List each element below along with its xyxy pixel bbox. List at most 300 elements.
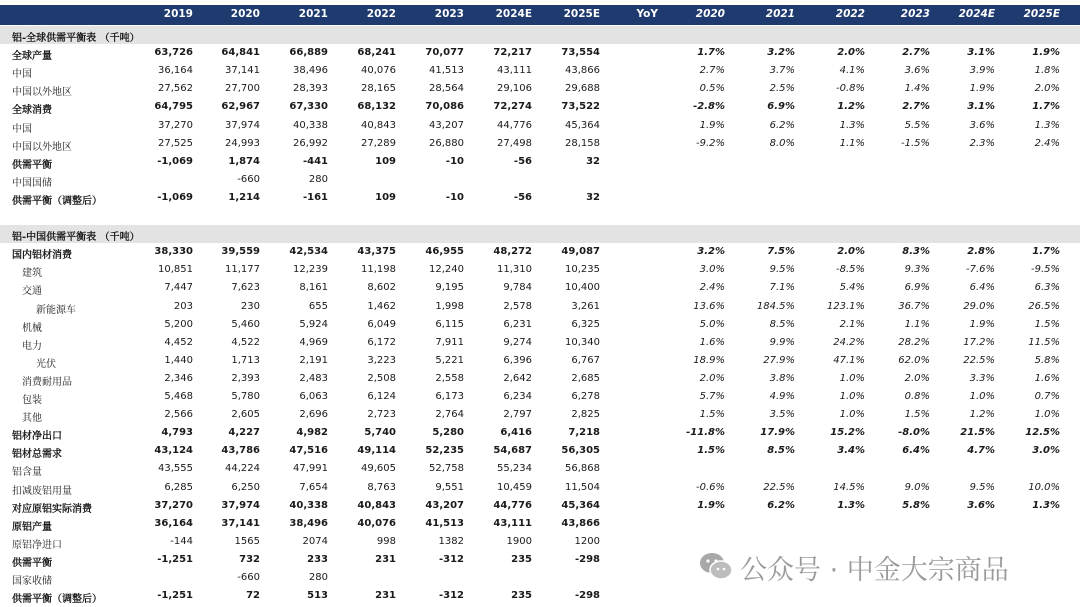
yoy-cell: 11.5% <box>1028 336 1060 348</box>
value-cell: 36,164 <box>154 517 193 529</box>
yoy-cell: 8.5% <box>767 445 795 457</box>
value-cell: 235 <box>511 553 532 565</box>
row-label: 消费耐用品 <box>22 376 72 388</box>
yoy-cell: 1.9% <box>1032 47 1060 59</box>
row-label: 铝材净出口 <box>12 431 62 443</box>
value-cell: -1,069 <box>157 191 193 203</box>
value-cell: 40,338 <box>289 499 328 511</box>
yoy-cell: 15.2% <box>830 427 865 439</box>
table-row <box>0 352 1080 370</box>
yoy-cell: 24.2% <box>833 336 865 348</box>
yoy-cell: 3.8% <box>769 372 795 384</box>
value-cell: -1,251 <box>157 590 193 602</box>
value-cell: 37,141 <box>225 65 260 77</box>
value-cell: 2,642 <box>503 372 532 384</box>
value-cell: 11,504 <box>565 481 600 493</box>
value-cell: -10 <box>445 155 464 167</box>
value-cell: 6,173 <box>435 391 464 402</box>
yoy-cell: 17.2% <box>963 336 995 348</box>
value-cell: 5,468 <box>164 391 193 402</box>
yoy-cell: -8.5% <box>835 264 865 276</box>
value-cell: 37,270 <box>154 499 193 511</box>
header-yoy-year-5: 2025E <box>1023 8 1060 20</box>
value-cell: 9,195 <box>435 282 464 294</box>
value-cell: 40,076 <box>357 517 396 529</box>
yoy-cell: 0.7% <box>1034 391 1060 402</box>
value-cell: 6,396 <box>503 354 532 366</box>
value-cell: 43,124 <box>154 445 193 457</box>
row-label: 机械 <box>22 322 42 334</box>
yoy-cell: 2.0% <box>1034 83 1060 95</box>
value-cell: 37,141 <box>221 517 260 529</box>
yoy-cell: 6.9% <box>767 101 795 113</box>
yoy-cell: 1.5% <box>697 445 725 457</box>
value-cell: 54,687 <box>493 445 532 457</box>
yoy-cell: 9.3% <box>904 264 930 276</box>
value-cell: 43,555 <box>158 463 193 475</box>
value-cell: 73,554 <box>561 47 600 59</box>
yoy-cell: 1.7% <box>1032 101 1060 113</box>
row-label: 中国 <box>12 123 32 135</box>
yoy-cell: 1.5% <box>904 409 930 421</box>
value-cell: 26,880 <box>429 137 464 149</box>
row-label: 铝-中国供需平衡表 （千吨） <box>12 232 140 244</box>
value-cell: 6,172 <box>367 336 396 348</box>
table-row <box>0 135 1080 153</box>
value-cell: 4,969 <box>299 336 328 348</box>
watermark-text: 公众号 · 中金大宗商品 <box>740 555 1009 586</box>
value-cell: 62,967 <box>221 101 260 113</box>
row-label: 国家收储 <box>12 576 52 587</box>
value-cell: 43,111 <box>497 65 532 77</box>
yoy-cell: 184.5% <box>756 300 795 312</box>
value-cell: 235 <box>511 590 532 602</box>
value-cell: 231 <box>375 590 396 602</box>
yoy-cell: 5.7% <box>699 391 725 402</box>
header-year-6: 2025E <box>563 8 600 20</box>
yoy-cell: 36.7% <box>898 300 930 312</box>
header-yoy-year-4: 2024E <box>958 8 995 20</box>
value-cell: 2,191 <box>299 354 328 366</box>
value-cell: 44,224 <box>225 463 260 475</box>
value-cell: 42,534 <box>289 246 328 258</box>
value-cell: 28,564 <box>429 83 464 95</box>
value-cell: 231 <box>375 553 396 565</box>
value-cell: 998 <box>376 535 396 547</box>
value-cell: 37,270 <box>158 119 193 131</box>
value-cell: -441 <box>302 155 328 167</box>
table-row <box>0 171 1080 189</box>
value-cell: -56 <box>513 191 532 203</box>
yoy-cell: -9.5% <box>1030 264 1060 276</box>
value-cell: 11,177 <box>225 264 260 276</box>
yoy-cell: 1.3% <box>839 119 865 131</box>
yoy-cell: -0.8% <box>835 83 865 95</box>
yoy-cell: 2.5% <box>769 83 795 95</box>
value-cell: 6,115 <box>435 318 464 330</box>
row-label: 铝材总需求 <box>12 449 62 461</box>
yoy-cell: -2.8% <box>693 101 725 113</box>
value-cell: 5,280 <box>432 427 464 439</box>
value-cell: 203 <box>173 300 193 312</box>
value-cell: 11,310 <box>497 264 532 276</box>
yoy-cell: 5.8% <box>1034 354 1060 366</box>
yoy-cell: 6.2% <box>769 119 795 131</box>
value-cell: 6,063 <box>299 391 328 402</box>
value-cell: 6,278 <box>571 391 600 402</box>
yoy-cell: 9.9% <box>769 336 795 348</box>
value-cell: 2,685 <box>571 372 600 384</box>
yoy-cell: 2.7% <box>699 65 725 77</box>
value-cell: 43,375 <box>357 246 396 258</box>
yoy-cell: 3.2% <box>767 47 795 59</box>
table-row <box>0 406 1080 424</box>
yoy-cell: 3.1% <box>967 47 995 59</box>
value-cell: 1565 <box>234 535 260 547</box>
yoy-cell: -7.6% <box>965 264 995 276</box>
yoy-cell: 4.1% <box>839 65 865 77</box>
header-year-3: 2022 <box>366 8 396 20</box>
value-cell: 11,198 <box>361 264 396 276</box>
yoy-cell: 10.0% <box>1028 481 1060 493</box>
value-cell: 8,161 <box>299 282 328 294</box>
table-row <box>0 479 1080 497</box>
value-cell: 4,793 <box>161 427 193 439</box>
value-cell: 27,562 <box>158 83 193 95</box>
yoy-cell: 2.0% <box>837 47 865 59</box>
value-cell: 41,513 <box>429 65 464 77</box>
header-yoy-year-3: 2023 <box>900 8 930 20</box>
row-label: 中国 <box>12 69 32 81</box>
yoy-cell: 1.9% <box>699 119 725 131</box>
value-cell: 2,578 <box>503 300 532 312</box>
table-row <box>0 44 1080 62</box>
yoy-cell: 2.0% <box>904 372 930 384</box>
value-cell: 655 <box>308 300 328 312</box>
value-cell: 70,077 <box>425 47 464 59</box>
value-cell: 1900 <box>506 535 532 547</box>
value-cell: -1,069 <box>157 155 193 167</box>
value-cell: 10,340 <box>565 336 600 348</box>
yoy-cell: 6.2% <box>767 499 795 511</box>
value-cell: 2,393 <box>231 372 260 384</box>
value-cell: 38,496 <box>293 65 328 77</box>
value-cell: 5,460 <box>231 318 260 330</box>
table-row <box>0 117 1080 135</box>
yoy-cell: 3.6% <box>969 119 995 131</box>
value-cell: 56,868 <box>565 463 600 475</box>
yoy-cell: 1.3% <box>1034 119 1060 131</box>
yoy-cell: 7.5% <box>767 246 795 258</box>
value-cell: 27,289 <box>361 137 396 149</box>
row-label: 建筑 <box>22 268 42 280</box>
value-cell: 72,274 <box>493 101 532 113</box>
value-cell: 9,274 <box>503 336 532 348</box>
value-cell: 10,235 <box>565 264 600 276</box>
table-row <box>0 370 1080 388</box>
table-row <box>0 424 1080 442</box>
value-cell: 5,924 <box>299 318 328 330</box>
value-cell: 44,776 <box>493 499 532 511</box>
value-cell: 280 <box>308 572 328 583</box>
value-cell: 2,696 <box>299 409 328 421</box>
yoy-cell: 26.5% <box>1028 300 1060 312</box>
yoy-cell: 2.4% <box>699 282 725 294</box>
section-header-row <box>0 225 1080 243</box>
yoy-cell: 14.5% <box>833 481 865 493</box>
yoy-cell: 5.8% <box>902 499 930 511</box>
yoy-cell: 3.4% <box>837 445 865 457</box>
header-year-2: 2021 <box>298 8 328 20</box>
value-cell: 46,955 <box>425 246 464 258</box>
table-row <box>0 460 1080 478</box>
value-cell: 2,566 <box>164 409 193 421</box>
row-label: 供需平衡（调整后） <box>12 195 102 207</box>
yoy-cell: 5.0% <box>699 318 725 330</box>
yoy-cell: 2.7% <box>902 47 930 59</box>
header-yoy-year-1: 2021 <box>765 8 795 20</box>
header-year-4: 2023 <box>434 8 464 20</box>
value-cell: 49,087 <box>561 246 600 258</box>
value-cell: 3,261 <box>571 300 600 312</box>
value-cell: 68,132 <box>357 101 396 113</box>
table-row <box>0 189 1080 207</box>
row-label: 供需平衡 <box>12 159 52 171</box>
header-yoy-year-2: 2022 <box>835 8 865 20</box>
yoy-cell: 5.4% <box>839 282 865 294</box>
value-cell: 109 <box>375 155 396 167</box>
section-header-row <box>0 26 1080 44</box>
value-cell: 40,076 <box>361 65 396 77</box>
row-label: 铝含量 <box>12 467 42 479</box>
yoy-cell: 3.1% <box>967 101 995 113</box>
value-cell: 4,227 <box>228 427 260 439</box>
yoy-cell: 6.3% <box>1034 282 1060 294</box>
value-cell: 1,440 <box>164 354 193 366</box>
value-cell: 45,364 <box>561 499 600 511</box>
value-cell: -312 <box>438 553 464 565</box>
value-cell: 64,841 <box>221 47 260 59</box>
value-cell: 109 <box>375 191 396 203</box>
table-row <box>0 515 1080 533</box>
yoy-cell: 8.3% <box>902 246 930 258</box>
value-cell: 6,416 <box>500 427 532 439</box>
yoy-cell: 12.5% <box>1025 427 1060 439</box>
yoy-cell: 1.5% <box>699 409 725 421</box>
yoy-cell: 1.6% <box>699 336 725 348</box>
value-cell: 513 <box>307 590 328 602</box>
yoy-cell: 9.5% <box>969 481 995 493</box>
value-cell: 72,217 <box>493 47 532 59</box>
yoy-cell: 1.9% <box>697 499 725 511</box>
value-cell: 43,207 <box>429 119 464 131</box>
table-row <box>0 316 1080 334</box>
yoy-cell: 3.3% <box>969 372 995 384</box>
value-cell: 40,843 <box>361 119 396 131</box>
table-row <box>0 298 1080 316</box>
table-row <box>0 442 1080 460</box>
value-cell: 27,525 <box>158 137 193 149</box>
wechat-icon <box>698 551 734 581</box>
yoy-cell: 2.3% <box>969 137 995 149</box>
yoy-cell: 9.5% <box>769 264 795 276</box>
value-cell: 27,700 <box>225 83 260 95</box>
value-cell: 5,780 <box>231 391 260 402</box>
table-row <box>0 261 1080 279</box>
value-cell: 45,364 <box>565 119 600 131</box>
value-cell: -144 <box>170 535 193 547</box>
value-cell: 37,974 <box>225 119 260 131</box>
yoy-cell: 0.8% <box>904 391 930 402</box>
table-header <box>0 5 1080 25</box>
value-cell: 12,240 <box>429 264 464 276</box>
value-cell: 41,513 <box>425 517 464 529</box>
value-cell: 5,200 <box>164 318 193 330</box>
value-cell: 1,214 <box>228 191 260 203</box>
yoy-cell: -9.2% <box>695 137 725 149</box>
yoy-cell: 1.5% <box>1034 318 1060 330</box>
yoy-cell: 2.0% <box>699 372 725 384</box>
value-cell: 7,911 <box>435 336 464 348</box>
value-cell: 233 <box>307 553 328 565</box>
value-cell: 8,763 <box>367 481 396 493</box>
row-label: 供需平衡（调整后） <box>12 594 102 606</box>
value-cell: 32 <box>586 155 600 167</box>
value-cell: -660 <box>237 173 260 185</box>
yoy-cell: 17.9% <box>760 427 795 439</box>
value-cell: 7,623 <box>231 282 260 294</box>
yoy-cell: -1.5% <box>900 137 930 149</box>
value-cell: 9,784 <box>503 282 532 294</box>
value-cell: 2,508 <box>367 372 396 384</box>
value-cell: 32 <box>586 191 600 203</box>
value-cell: 732 <box>239 553 260 565</box>
value-cell: 43,111 <box>493 517 532 529</box>
value-cell: 12,239 <box>293 264 328 276</box>
value-cell: 10,400 <box>565 282 600 294</box>
value-cell: 2,825 <box>571 409 600 421</box>
value-cell: 6,049 <box>367 318 396 330</box>
value-cell: 49,114 <box>357 445 396 457</box>
yoy-cell: 3.5% <box>769 409 795 421</box>
yoy-cell: 22.5% <box>963 354 995 366</box>
value-cell: 52,758 <box>429 463 464 475</box>
value-cell: 6,767 <box>571 354 600 366</box>
value-cell: 4,452 <box>164 336 193 348</box>
value-cell: 7,218 <box>568 427 600 439</box>
value-cell: 44,776 <box>497 119 532 131</box>
value-cell: 56,305 <box>561 445 600 457</box>
yoy-cell: 6.9% <box>904 282 930 294</box>
value-cell: 2,764 <box>435 409 464 421</box>
yoy-cell: 6.4% <box>969 282 995 294</box>
value-cell: 73,522 <box>561 101 600 113</box>
value-cell: 55,234 <box>497 463 532 475</box>
yoy-cell: 3.0% <box>1032 445 1060 457</box>
value-cell: 2,483 <box>299 372 328 384</box>
value-cell: 70,086 <box>425 101 464 113</box>
value-cell: 280 <box>308 173 328 185</box>
value-cell: 43,207 <box>425 499 464 511</box>
value-cell: 2,605 <box>231 409 260 421</box>
value-cell: 37,974 <box>221 499 260 511</box>
yoy-cell: 1.7% <box>697 47 725 59</box>
value-cell: 39,559 <box>221 246 260 258</box>
value-cell: 6,234 <box>503 391 532 402</box>
value-cell: 1,462 <box>367 300 396 312</box>
row-label: 铝-全球供需平衡表 （千吨） <box>12 33 140 44</box>
value-cell: 49,605 <box>361 463 396 475</box>
yoy-cell: 1.0% <box>969 391 995 402</box>
yoy-cell: 1.8% <box>1034 65 1060 77</box>
header-year-5: 2024E <box>495 8 532 20</box>
value-cell: -298 <box>574 553 600 565</box>
value-cell: 3,223 <box>367 354 396 366</box>
row-label: 原铝净进口 <box>12 539 62 551</box>
table-row <box>0 153 1080 171</box>
yoy-cell: -0.6% <box>695 481 725 493</box>
value-cell: 72 <box>246 590 260 602</box>
value-cell: -312 <box>438 590 464 602</box>
yoy-cell: 1.3% <box>1032 499 1060 511</box>
value-cell: 47,516 <box>289 445 328 457</box>
yoy-cell: 28.2% <box>898 336 930 348</box>
table-row <box>0 388 1080 406</box>
value-cell: 6,231 <box>503 318 532 330</box>
value-cell: 48,272 <box>493 246 532 258</box>
value-cell: 52,235 <box>425 445 464 457</box>
yoy-cell: 3.0% <box>699 264 725 276</box>
row-label: 全球产量 <box>12 51 52 63</box>
value-cell: 2,558 <box>435 372 464 384</box>
row-label: 扣减废铝用量 <box>12 485 72 497</box>
yoy-cell: -8.0% <box>898 427 930 439</box>
value-cell: 29,688 <box>565 83 600 95</box>
value-cell: 43,786 <box>221 445 260 457</box>
yoy-cell: 1.2% <box>969 409 995 421</box>
row-label: 全球消费 <box>12 105 52 117</box>
value-cell: 38,330 <box>154 246 193 258</box>
value-cell: 1,998 <box>435 300 464 312</box>
yoy-cell: 1.2% <box>837 101 865 113</box>
value-cell: 63,726 <box>154 47 193 59</box>
value-cell: 28,393 <box>293 83 328 95</box>
yoy-cell: 47.1% <box>833 354 865 366</box>
yoy-cell: 62.0% <box>898 354 930 366</box>
value-cell: 2,723 <box>367 409 396 421</box>
value-cell: 8,602 <box>367 282 396 294</box>
row-label: 对应原铝实际消费 <box>12 503 92 515</box>
yoy-cell: 4.9% <box>769 391 795 402</box>
table-row <box>0 497 1080 515</box>
value-cell: 1,713 <box>231 354 260 366</box>
value-cell: 5,221 <box>435 354 464 366</box>
value-cell: -10 <box>445 191 464 203</box>
row-label: 交通 <box>22 286 42 298</box>
row-label: 新能源车 <box>36 304 76 316</box>
yoy-cell: 3.6% <box>967 499 995 511</box>
yoy-cell: 1.1% <box>904 318 930 330</box>
yoy-cell: 3.2% <box>697 246 725 258</box>
value-cell: 68,241 <box>357 47 396 59</box>
table-row <box>0 98 1080 116</box>
row-label: 光伏 <box>36 358 56 370</box>
yoy-cell: 7.1% <box>769 282 795 294</box>
value-cell: 6,124 <box>367 391 396 402</box>
yoy-cell: 1.7% <box>1032 246 1060 258</box>
row-label: 原铝产量 <box>12 521 52 533</box>
yoy-cell: 1.1% <box>839 137 865 149</box>
